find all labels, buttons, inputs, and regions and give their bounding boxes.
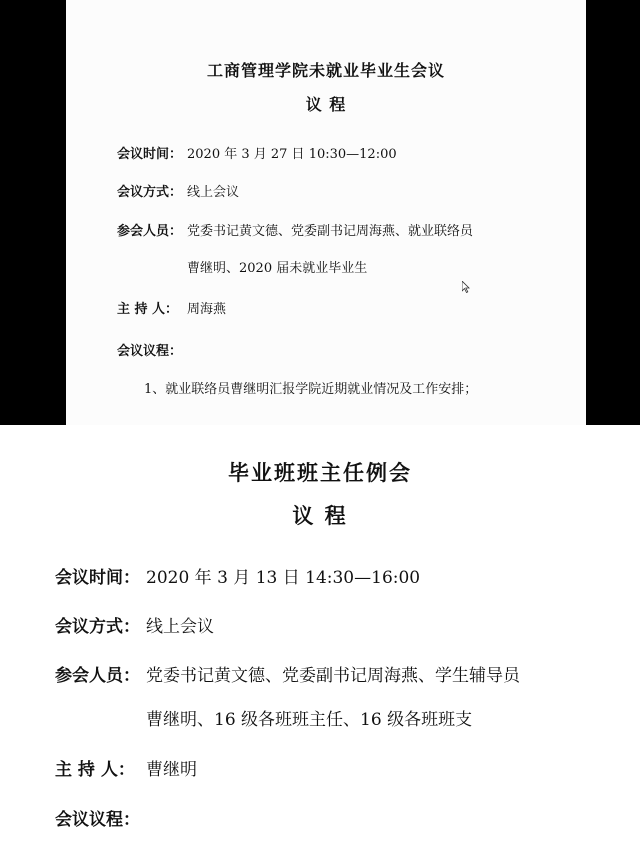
top-attendees-label: 参会人员： (117, 224, 183, 239)
mouse-cursor-icon (462, 278, 470, 290)
bottom-doc-subtitle: 议 程 (292, 503, 348, 528)
bottom-doc-title: 毕业班班主任例会 (228, 460, 412, 485)
top-attendees-line2: 曹继明、2020 届未就业毕业生 (187, 261, 368, 276)
screen-share-view (0, 0, 640, 425)
top-time-label: 会议时间： (117, 147, 183, 162)
top-doc-title: 工商管理学院未就业毕业生会议 (206, 61, 445, 80)
bottom-host-value: 曹继明 (146, 760, 197, 780)
bottom-host-label: 主 持 人： (55, 760, 135, 780)
top-doc-subtitle: 议 程 (305, 95, 347, 114)
bottom-time-value: 2020 年 3 月 13 日 14:30—16:00 (146, 568, 421, 588)
bottom-attendees-line1: 党委书记黄文德、党委副书记周海燕、学生辅导员 (146, 666, 520, 686)
bottom-attendees-line2: 曹继明、16 级各班班主任、16 级各班班支 (146, 710, 473, 730)
bottom-method-value: 线上会议 (146, 617, 214, 637)
top-attendees-line1: 党委书记黄文德、党委副书记周海燕、就业联络员 (187, 224, 474, 239)
top-host-value: 周海燕 (187, 302, 227, 317)
bottom-time-label: 会议时间： (55, 568, 140, 588)
bottom-document-page (0, 425, 640, 853)
bottom-attendees-label: 参会人员： (55, 666, 140, 686)
top-method-label: 会议方式： (117, 185, 183, 200)
top-time-value: 2020 年 3 月 27 日 10:30—12:00 (187, 147, 397, 162)
bottom-agenda-label: 会议议程： (55, 810, 140, 830)
top-document-page (66, 0, 586, 425)
top-agenda-item: 1、就业联络员曹继明汇报学院近期就业情况及工作安排； (144, 382, 478, 397)
top-agenda-label: 会议议程： (117, 344, 183, 359)
bottom-method-label: 会议方式： (55, 617, 140, 637)
top-host-label: 主 持 人： (117, 302, 179, 317)
top-method-value: 线上会议 (187, 185, 240, 200)
